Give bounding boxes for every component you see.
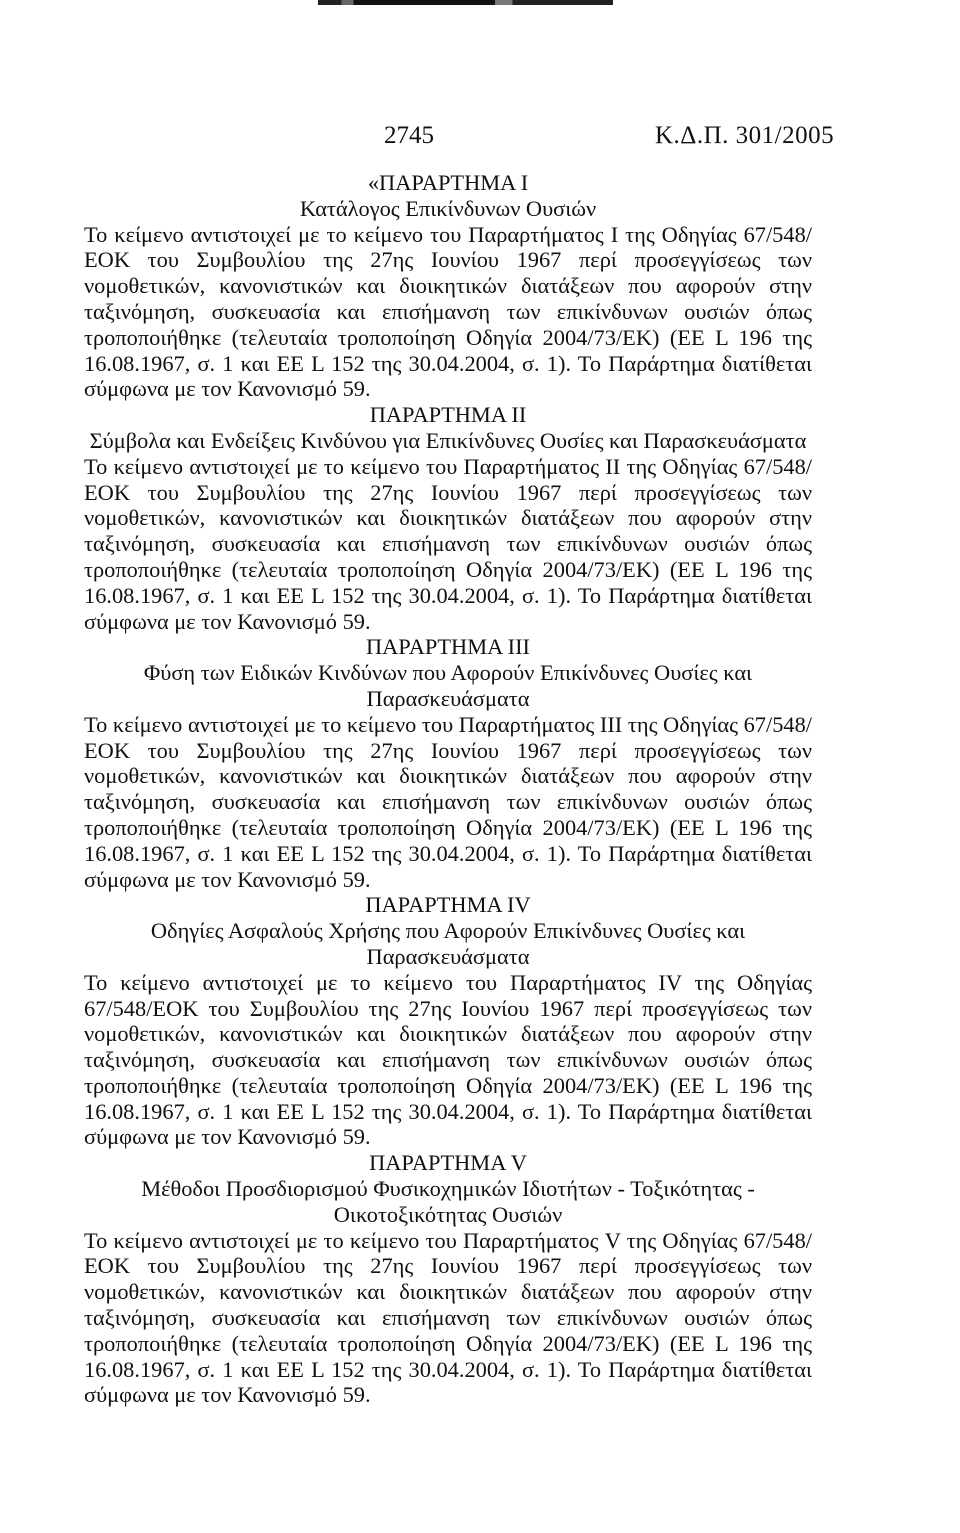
annex-1-heading: «ΠΑΡΑΡΤΗΜΑ I	[367, 170, 529, 195]
annex-1-subtitle: Κατάλογος Επικίνδυνων Ουσιών	[299, 195, 597, 221]
annex-2-body: Το κείμενο αντιστοιχεί με το κείμενο του Παραρτήματος II της Οδηγίας 67/548/ΕΟΚ του Συμβουλίου της 27ης Ιουνίου 1967 περί προσεγγίσεως των νομοθετικών, κανονιστικών και διοικητικών διατάξεων που αφορούν στην ταξινόμηση, συσκευασία και επισήμανση των επικίνδυνων ουσιών όπως τροποποιήθηκε (τελευταία τροποποίηση Οδηγία 2004/73/ΕΚ) (ΕΕ L 196 της 16.08.1967, σ. 1 και ΕΕ L 152 της 30.04.2004, σ. 1). Το Παράρτημα διατίθεται σύμφωνα με τον Κανονισμό 59.	[84, 453, 812, 634]
annex-5-subtitle: Μέθοδοι Προσδιορισμού Φυσικοχημικών Ιδιοτήτων - Τοξικότητας - Οικοτοξικότητας Ουσιών	[141, 1176, 755, 1227]
page-header	[0, 122, 960, 156]
gazette-reference: Κ.Δ.Π. 301/2005	[655, 122, 835, 149]
page-number: 2745	[384, 122, 434, 149]
annex-4-heading: ΠΑΡΑΡΤΗΜΑ IV	[365, 892, 531, 918]
annex-1-body: Το κείμενο αντιστοιχεί με το κείμενο του Παραρτήματος I της Οδηγίας 67/548/ΕΟΚ του Συμβουλίου της 27ης Ιουνίου 1967 περί προσεγγίσεως των νομοθετικών, κανονιστικών και διοικητικών διατάξεων που αφορούν στην ταξινόμηση, συσκευασία και επισήμανση των επικίνδυνων ουσιών όπως τροποποιήθηκε (τελευταία τροποποίηση Οδηγία 2004/73/ΕΚ) (ΕΕ L 196 της 16.08.1967, σ. 1 και ΕΕ L 152 της 30.04.2004, σ. 1). Το Παράρτημα διατίθεται σύμφωνα με τον Κανονισμό 59.	[84, 221, 812, 402]
annex-5-body: Το κείμενο αντιστοιχεί με το κείμενο του Παραρτήματος V της Οδηγίας 67/548/ΕΟΚ του Συμβουλίου της 27ης Ιουνίου 1967 περί προσεγγίσεως των νομοθετικών, κανονιστικών και διοικητικών διατάξεων που αφορούν στην ταξινόμηση, συσκευασία και επισήμανση των επικίνδυνων ουσιών όπως τροποποιήθηκε (τελευταία τροποποίηση Οδηγία 2004/73/ΕΚ) (ΕΕ L 196 της 16.08.1967, σ. 1 και ΕΕ L 152 της 30.04.2004, σ. 1). Το Παράρτημα διατίθεται σύμφωνα με τον Κανονισμό 59.	[84, 1227, 812, 1408]
annex-2-subtitle: Σύμβολα και Ενδείξεις Κινδύνου για Επικίνδυνες Ουσίες και Παρασκευάσματα	[89, 427, 807, 453]
annex-4-body: Το κείμενο αντιστοιχεί με το κείμενο του Παραρτήματος IV της Οδηγίας 67/548/ΕΟΚ του Συμβουλίου της 27ης Ιουνίου 1967 περί προσεγγίσεως των νομοθετικών, κανονιστικών και διοικητικών διατάξεων που αφορούν στην ταξινόμηση, συσκευασία και επισήμανση των επικίνδυνων ουσιών όπως τροποποιήθηκε (τελευταία τροποποίηση Οδηγία 2004/73/ΕΚ) (ΕΕ L 196 της 16.08.1967, σ. 1 και ΕΕ L 152 της 30.04.2004, σ. 1). Το Παράρτημα διατίθεται σύμφωνα με τον Κανονισμό 59.	[84, 969, 812, 1150]
annex-1-section	[84, 170, 812, 402]
annex-2-heading: ΠΑΡΑΡΤΗΜΑ II	[369, 402, 527, 428]
annex-3-subtitle: Φύση των Ειδικών Κινδύνων που Αφορούν Επικίνδυνες Ουσίες και Παρασκευάσματα	[143, 660, 753, 711]
annex-4-section	[84, 892, 812, 1150]
annex-3-heading: ΠΑΡΑΡΤΗΜΑ III	[365, 634, 531, 660]
annex-5-section	[84, 1150, 812, 1408]
scan-artifact-bar	[318, 0, 613, 5]
document-body	[84, 170, 812, 1408]
annex-5-heading: ΠΑΡΑΡΤΗΜΑ V	[369, 1150, 527, 1176]
annex-3-body: Το κείμενο αντιστοιχεί με το κείμενο του Παραρτήματος III της Οδηγίας 67/548/ΕΟΚ του Συμβουλίου της 27ης Ιουνίου 1967 περί προσεγγίσεως των νομοθετικών, κανονιστικών και διοικητικών διατάξεων που αφορούν στην ταξινόμηση, συσκευασία και επισήμανση των επικίνδυνων ουσιών όπως τροποποιήθηκε (τελευταία τροποποίηση Οδηγία 2004/73/ΕΚ) (ΕΕ L 196 της 16.08.1967, σ. 1 και ΕΕ L 152 της 30.04.2004, σ. 1). Το Παράρτημα διατίθεται σύμφωνα με τον Κανονισμό 59.	[84, 711, 812, 892]
annex-4-subtitle: Οδηγίες Ασφαλούς Χρήσης που Αφορούν Επικίνδυνες Ουσίες και Παρασκευάσματα	[150, 918, 746, 969]
annex-2-section	[84, 402, 812, 634]
annex-3-section	[84, 634, 812, 892]
